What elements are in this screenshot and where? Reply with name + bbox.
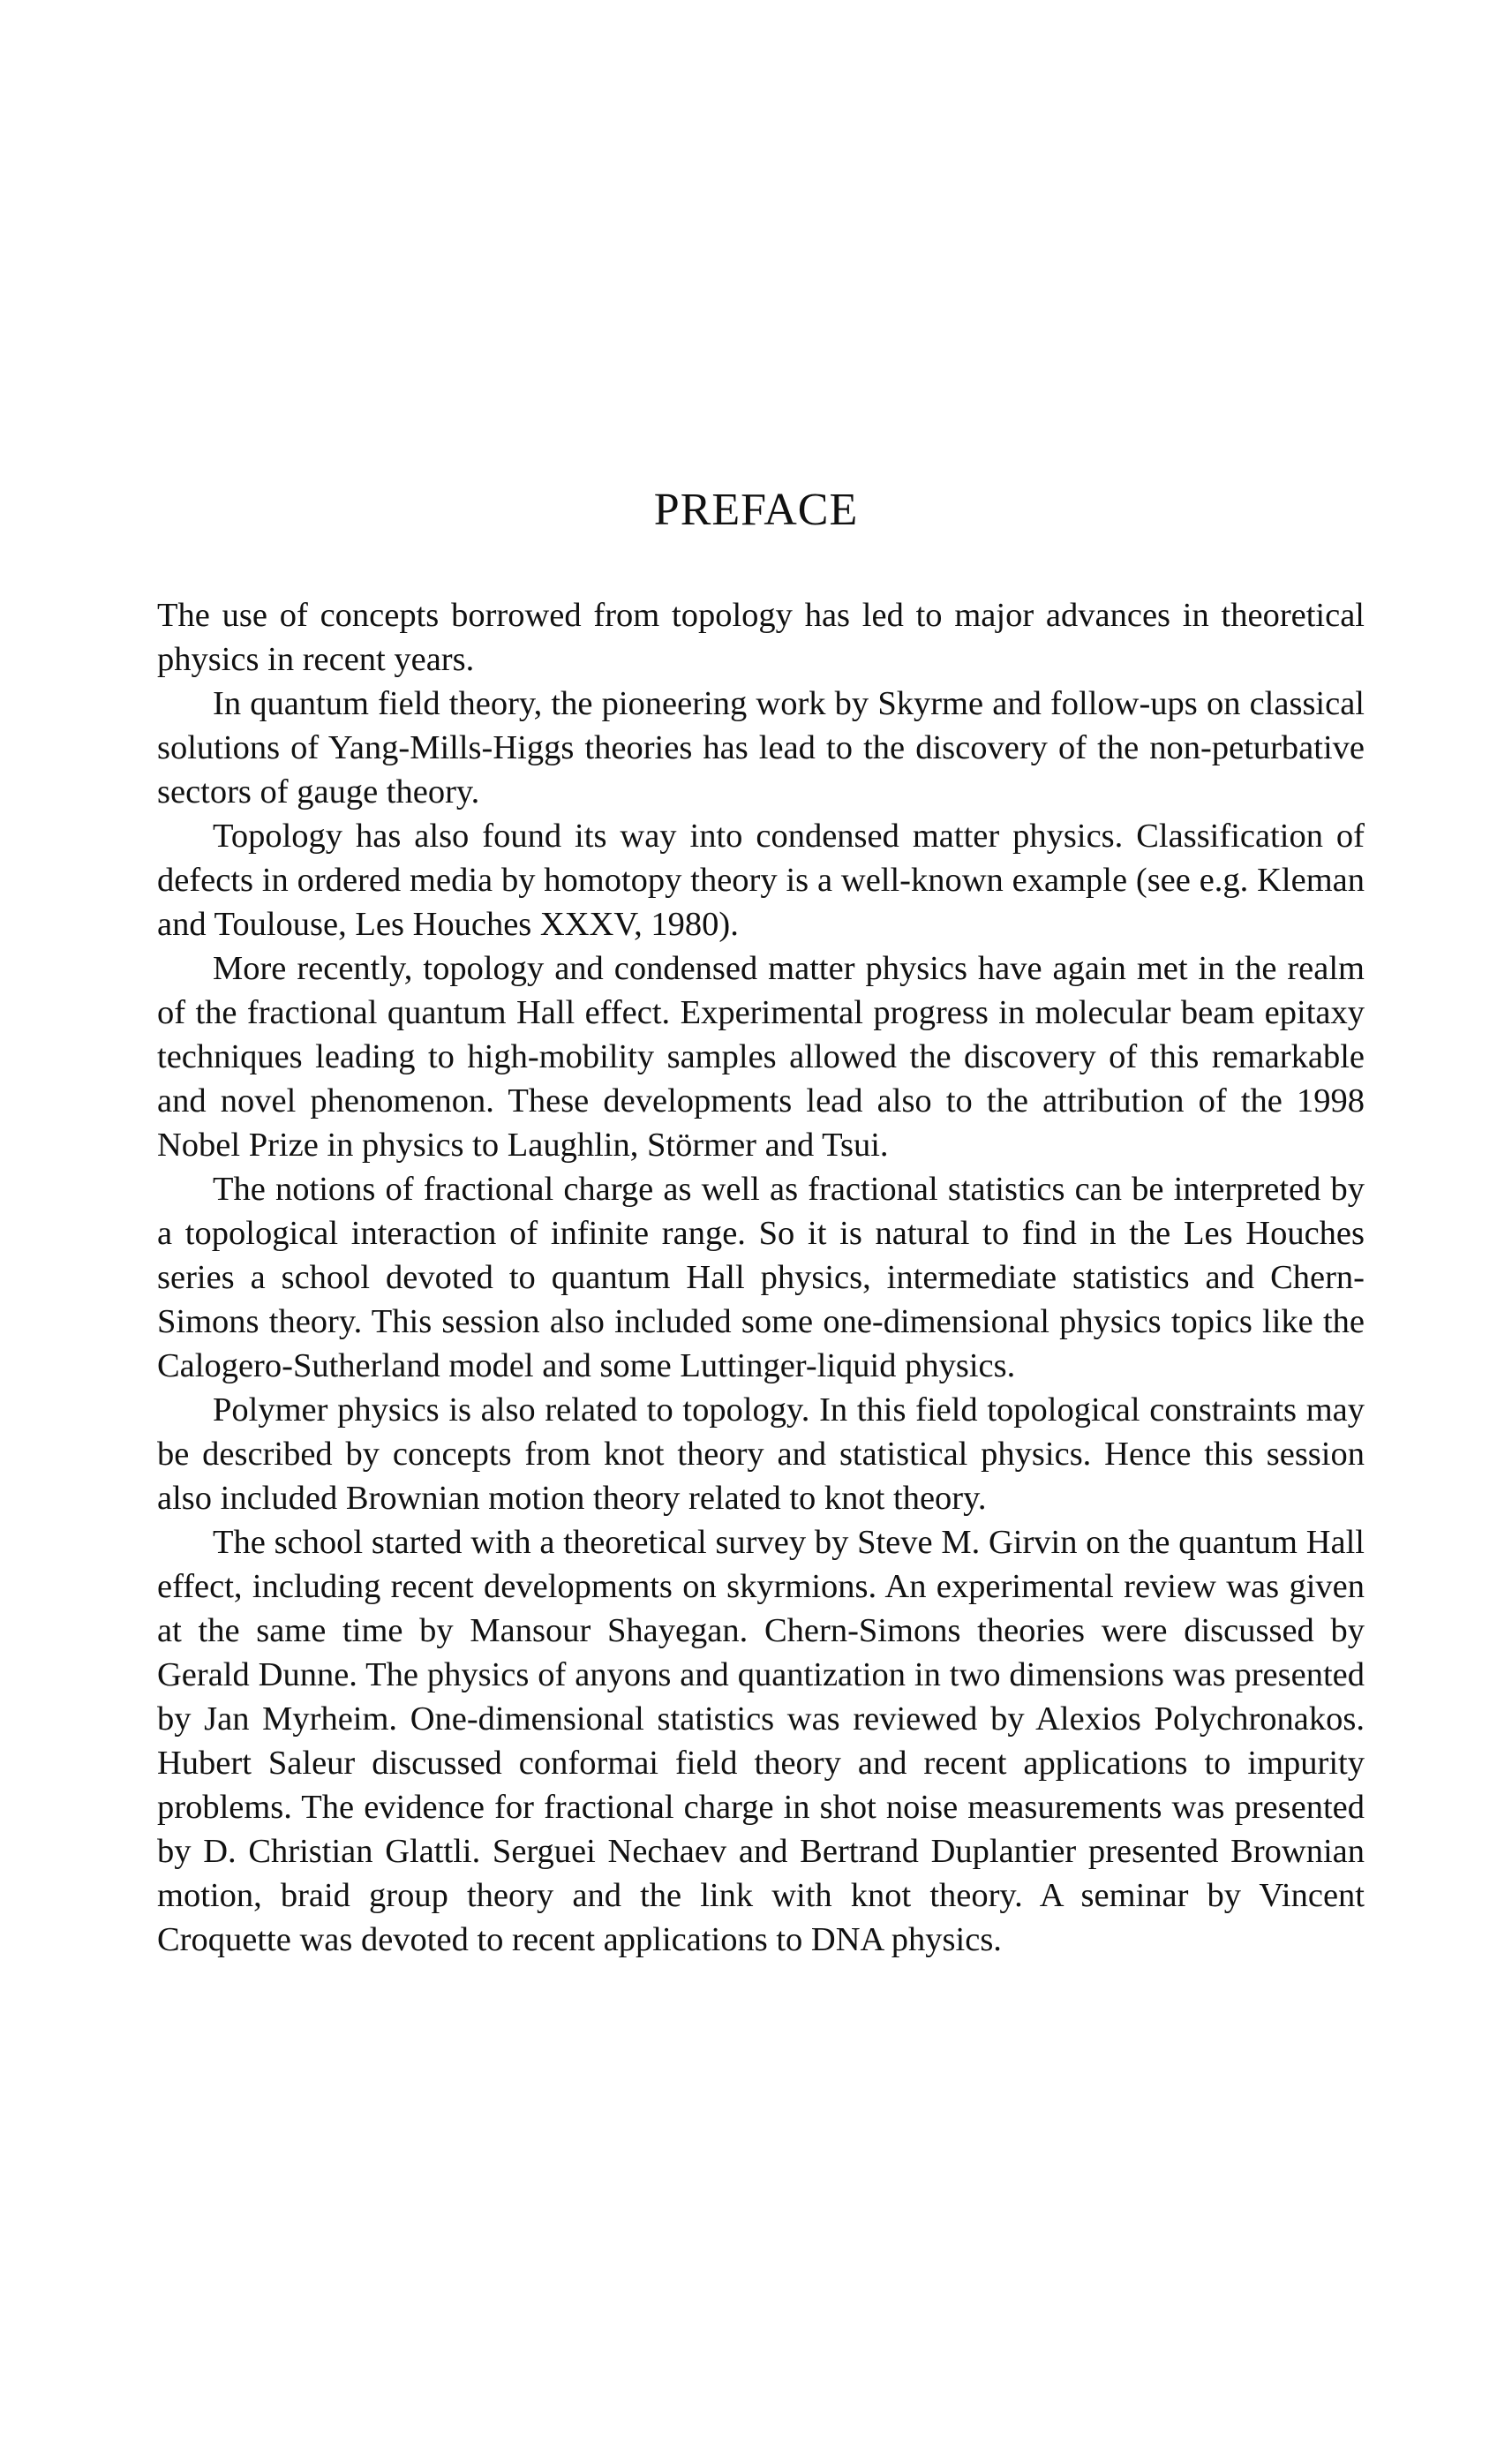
paragraph-1: The use of concepts borrowed from topology has led to major advances in theoretical physics in recent years. <box>157 597 1365 678</box>
paragraph-4: More recently, topology and condensed matter physics have again met in the realm of the fractional quantum Hall effect. Experimental progress in molecular beam epitaxy techniques leading to high-mobility samples allowed the discovery of this remarkable and novel phenomenon. These developments lead also to the attribution of the 1998 Nobel Prize in physics to Laughlin, Störmer and Tsui. <box>157 950 1365 1164</box>
paragraph-7: The school started with a theoretical survey by Steve M. Girvin on the quantum Hall effect, including recent developments on skyrmions. An experimental review was given at the same time by Mansour Shayegan. Chern-Simons theories were discussed by Gerald Dunne. The physics of anyons and quantization in two dimensions was presented by Jan Myrheim. One-dimensional statistics was reviewed by Alexios Polychronakos. Hubert Saleur discussed conformai field theory and recent applications to impurity problems. The evidence for fractional charge in shot noise measurements was presented by D. Christian Glattli. Serguei Nechaev and Bertrand Duplantier presented Brownian motion, braid group theory and the link with knot theory. A seminar by Vincent Croquette was devoted to recent applications to DNA physics. <box>157 1524 1365 1958</box>
paragraph-5: The notions of fractional charge as well as fractional statistics can be interpreted by a topological interaction of infinite range. So it is natural to find in the Les Houches series a school devoted to quantum Hall physics, intermediate statistics and Chern-Simons theory. This session also included some one-dimensional physics topics like the Calogero-Sutherland model and some Luttinger-liquid physics. <box>157 1171 1365 1384</box>
paragraph-3: Topology has also found its way into condensed matter physics. Classification of defects in ordered media by homotopy theory is a well-known example (see e.g. Kleman and Toulouse, Les Houches XXXV, 1980). <box>157 818 1365 943</box>
preface-body <box>157 593 1365 1962</box>
paragraph-6: Polymer physics is also related to topology. In this field topological constraints may be described by concepts from knot theory and statistical physics. Hence this session also included Brownian motion theory related to knot theory. <box>157 1391 1365 1517</box>
paragraph-2: In quantum field theory, the pioneering work by Skyrme and follow-ups on classical solutions of Yang-Mills-Higgs theories has lead to the discovery of the non-peturbative sectors of gauge theory. <box>157 685 1365 810</box>
page-title: PREFACE <box>653 485 859 535</box>
